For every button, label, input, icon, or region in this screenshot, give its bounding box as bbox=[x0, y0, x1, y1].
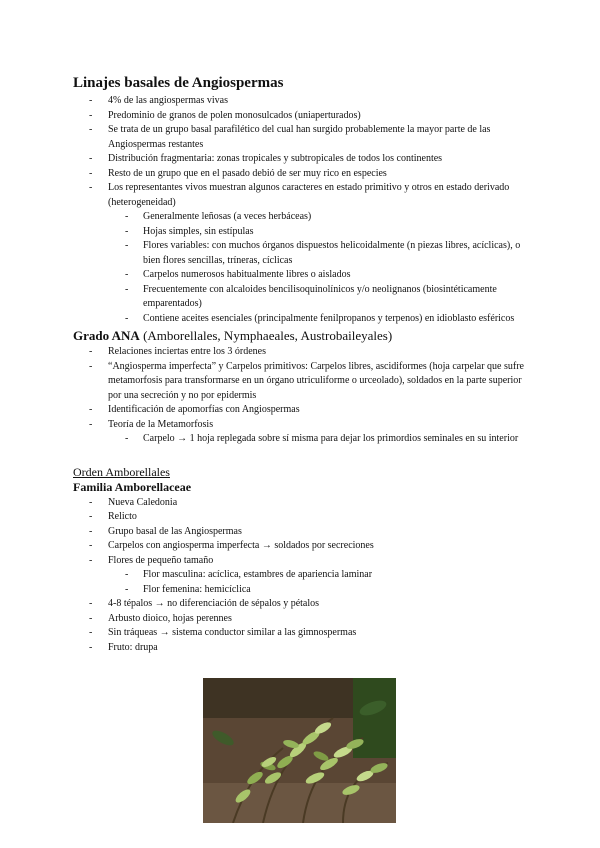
list-item: - Carpelos con angiosperma imperfecta → soldados por secreciones bbox=[73, 539, 533, 554]
list-item-text: Los representantes vivos muestran algunos caracteres en estado primitivo y otros en estado derivado (heterogeneidad) bbox=[108, 182, 510, 208]
list-item: - Se trata de un grupo basal parafilético del cual han surgido probablemente la mayor parte de las Angiospermas restantes bbox=[73, 123, 533, 152]
list-item: - Fruto: drupa bbox=[73, 641, 533, 656]
sub-list-item: - Carpelo → 1 hoja replegada sobre sí misma para dejar los primordios seminales en su interior bbox=[108, 432, 533, 447]
list-item: - Grupo basal de las Angiospermas bbox=[73, 525, 533, 540]
basal-sublist bbox=[108, 210, 533, 326]
list-item: - Predominio de granos de polen monosulcados (uniaperturados) bbox=[73, 109, 533, 124]
sub-list-item: - Flor femenina: hemicíclica bbox=[108, 583, 533, 598]
list-item bbox=[73, 181, 533, 326]
sub-list-item: - Flores variables: con muchos órganos dispuestos helicoidalmente (n piezas libres, acíclicas), o bien flores sencillas, tríneras, cíclicas bbox=[108, 239, 533, 268]
list-item: - Nueva Caledonia bbox=[73, 496, 533, 511]
familia-sublist bbox=[108, 568, 533, 597]
list-item: - Relicto bbox=[73, 510, 533, 525]
list-item: - Relaciones inciertas entre los 3 órdenes bbox=[73, 345, 533, 360]
page-title: Linajes basales de Angiospermas bbox=[73, 75, 284, 91]
plant-illustration bbox=[203, 678, 396, 823]
sub-list-item: - Generalmente leñosas (a veces herbáceas) bbox=[108, 210, 533, 225]
document-content bbox=[73, 74, 533, 655]
section-heading-grado bbox=[73, 328, 533, 344]
sub-list-item: - Flor masculina: acíclica, estambres de apariencia laminar bbox=[108, 568, 533, 583]
sub-list-item: - Hojas simples, sin estípulas bbox=[108, 225, 533, 240]
list-item: - 4-8 tépalos → no diferenciación de sépalos y pétalos bbox=[73, 597, 533, 612]
grado-heading-bold: Grado ANA bbox=[73, 328, 140, 343]
list-item-text: Flores de pequeño tamaño bbox=[108, 554, 214, 566]
amborella-plant-photo bbox=[203, 678, 396, 823]
familia-list bbox=[73, 496, 533, 656]
list-item: - Arbusto dioico, hojas perennes bbox=[73, 612, 533, 627]
basal-list bbox=[73, 94, 533, 326]
list-item bbox=[73, 418, 533, 447]
sub-list-item: - Frecuentemente con alcaloides bencilisoquinolínicos y/o neolignanos (biosintéticamente emparentados) bbox=[108, 283, 533, 312]
grado-list bbox=[73, 345, 533, 447]
section-heading-orden: Orden Amborellales bbox=[73, 464, 170, 479]
grado-heading-normal: (Amborellales, Nymphaeales, Austrobaileyales) bbox=[139, 328, 393, 343]
list-item: - Resto de un grupo que en el pasado debió de ser muy rico en especies bbox=[73, 167, 533, 182]
section-heading-familia: Familia Amborellaceae bbox=[73, 479, 192, 494]
list-item-text: Teoría de la Metamorfosis bbox=[108, 418, 214, 430]
sub-list-item: - Contiene aceites esenciales (principalmente fenilpropanos y terpenos) en idioblasto esféricos bbox=[108, 312, 533, 327]
list-item bbox=[73, 554, 533, 598]
list-item: - Sin tráqueas → sistema conductor similar a las gimnospermas bbox=[73, 626, 533, 641]
grado-sublist bbox=[108, 432, 533, 447]
list-item: - 4% de las angiospermas vivas bbox=[73, 94, 533, 109]
sub-list-item: - Carpelos numerosos habitualmente libres o aislados bbox=[108, 268, 533, 283]
list-item: - Distribución fragmentaria: zonas tropicales y subtropicales de todos los continentes bbox=[73, 152, 533, 167]
list-item: - “Angiosperma imperfecta” y Carpelos primitivos: Carpelos libres, ascidiformes (hoja carpelar que sufre metamorfosis para transformarse en un órgano utriculiforme o urceolado), soldados en la parte superior por una secreción y no por epidermis bbox=[73, 360, 533, 404]
list-item: - Identificación de apomorfías con Angiospermas bbox=[73, 403, 533, 418]
